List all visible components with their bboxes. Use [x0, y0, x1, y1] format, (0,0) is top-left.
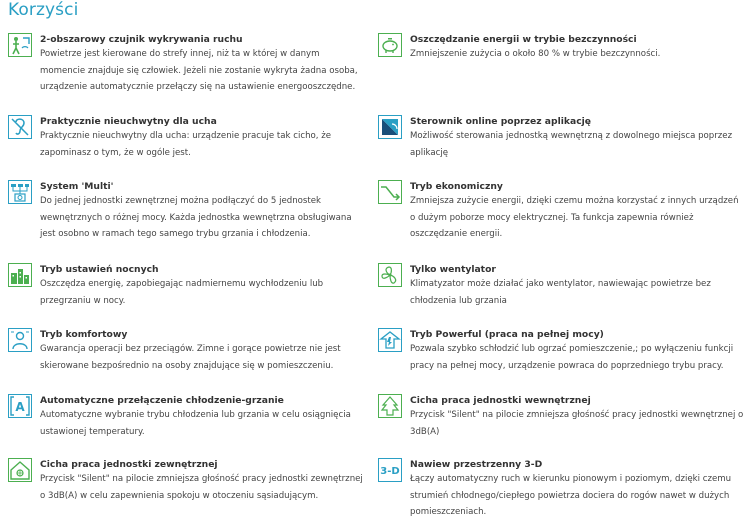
- feature-description: Przycisk "Silent" na pilocie zmniejsza głośność pracy jednostki wewnętrznej o 3dB(A): [410, 410, 744, 437]
- feature-description: Zmniejszenie zużycia o około 80 % w trybie bezczynności.: [410, 49, 661, 59]
- powerful-mode-icon: [378, 328, 402, 352]
- page-title: Korzyści: [8, 0, 79, 20]
- feature-description: Możliwość sterowania jednostką wewnętrzną z dowolnego miejsca poprzez aplikację: [410, 131, 733, 158]
- feature-title: Tryb ustawień nocnych: [40, 264, 159, 275]
- ear-off-icon: [8, 115, 32, 139]
- multi-system-icon: [8, 180, 32, 204]
- feature-title: Nawiew przestrzenny 3-D: [410, 459, 543, 470]
- feature-description: Do jednej jednostki zewnętrznej można podłączyć do 5 jednostek wewnętrznych o różnej mocy. Każda jednostka wewnętrzna obsługiwana jest osobno w ramach tego samego trybu grzania i chłodzenia.: [40, 196, 352, 240]
- feature-description: Pozwala szybko schłodzić lub ogrzać pomieszczenie,; po wyłączeniu funkcji pracy na pełnej mocy, urządzenie powraca do poprzedniego trybu pracy.: [410, 344, 734, 371]
- economy-mode-icon: [378, 180, 402, 204]
- feature-title: Cicha praca jednostki wewnętrznej: [410, 395, 591, 406]
- auto-mode-icon: [8, 394, 32, 418]
- comfort-mode-icon: [8, 328, 32, 352]
- feature-title: Praktycznie nieuchwytny dla ucha: [40, 116, 217, 127]
- feature-title: Tryb Powerful (praca na pełnej mocy): [410, 329, 604, 340]
- quiet-indoor-icon: [378, 394, 402, 418]
- feature-description: Łączy automatyczny ruch w kierunku pionowym i poziomym, dzięki czemu strumień chłodnego/ciepłego powietrza dociera do rogów nawet w dużych pomieszczeniach.: [410, 474, 732, 518]
- feature-description: Powietrze jest kierowane do strefy innej, niż ta w której w danym momencie znajduje się człowiek. Jeżeli nie zostanie wykryta żadna osoba, urządzenie automatycznie przełączy się na ustawienie energooszczędne.: [40, 49, 358, 93]
- online-control-icon: [378, 115, 402, 139]
- feature-description: Zmniejsza zużycie energii, dzięki czemu można korzystać z innych urządzeń o dużym poborze mocy elektrycznej. Ta funkcja zapewnia również oszczędzanie energii.: [410, 196, 739, 240]
- feature-title: Tryb ekonomiczny: [410, 181, 503, 192]
- feature-title: Tylko wentylator: [410, 264, 496, 275]
- feature-description: Oszczędza energię, zapobiegając nadmiernemu wychłodzeniu lub przegrzaniu w nocy.: [40, 279, 324, 306]
- feature-title: Tryb komfortowy: [40, 329, 128, 340]
- quiet-outdoor-icon: [8, 458, 32, 482]
- feature-title: System 'Multi': [40, 181, 114, 192]
- feature-title: Automatyczne przełączenie chłodzenie-grzanie: [40, 395, 284, 406]
- 3d-icon-label: 3-D: [380, 466, 400, 477]
- 3d-airflow-icon: [378, 458, 402, 482]
- feature-title: Oszczędzanie energii w trybie bezczynności: [410, 34, 637, 45]
- svg-text:A: A: [15, 400, 25, 414]
- feature-title: Sterownik online poprzez aplikację: [410, 116, 592, 127]
- feature-title: 2-obszarowy czujnik wykrywania ruchu: [40, 34, 243, 45]
- night-mode-icon: [8, 263, 32, 287]
- fan-only-icon: [378, 263, 402, 287]
- feature-title: Cicha praca jednostki zewnętrznej: [40, 459, 218, 470]
- piggy-bank-icon: [378, 33, 402, 57]
- feature-description: Przycisk "Silent" na pilocie zmniejsza głośność pracy jednostki zewnętrznej o 3dB(A) w celu zapewnienia spokoju w otoczeniu sąsiadującym.: [40, 474, 363, 501]
- feature-description: Praktycznie nieuchwytny dla ucha: urządzenie pracuje tak cicho, że zapominasz o tym, że w ogóle jest.: [40, 131, 332, 158]
- feature-description: Gwarancja operacji bez przeciągów. Zimne i gorące powietrze nie jest skierowane bezpośrednio na osoby znajdujące się w pomieszczeniu.: [40, 344, 341, 371]
- motion-sensor-icon: [8, 33, 32, 57]
- feature-description: Klimatyzator może działać jako wentylator, nawiewając powietrze bez chłodzenia lub grzania: [410, 279, 711, 306]
- feature-description: Automatyczne wybranie trybu chłodzenia lub grzania w celu osiągnięcia ustawionej temperatury.: [40, 410, 351, 437]
